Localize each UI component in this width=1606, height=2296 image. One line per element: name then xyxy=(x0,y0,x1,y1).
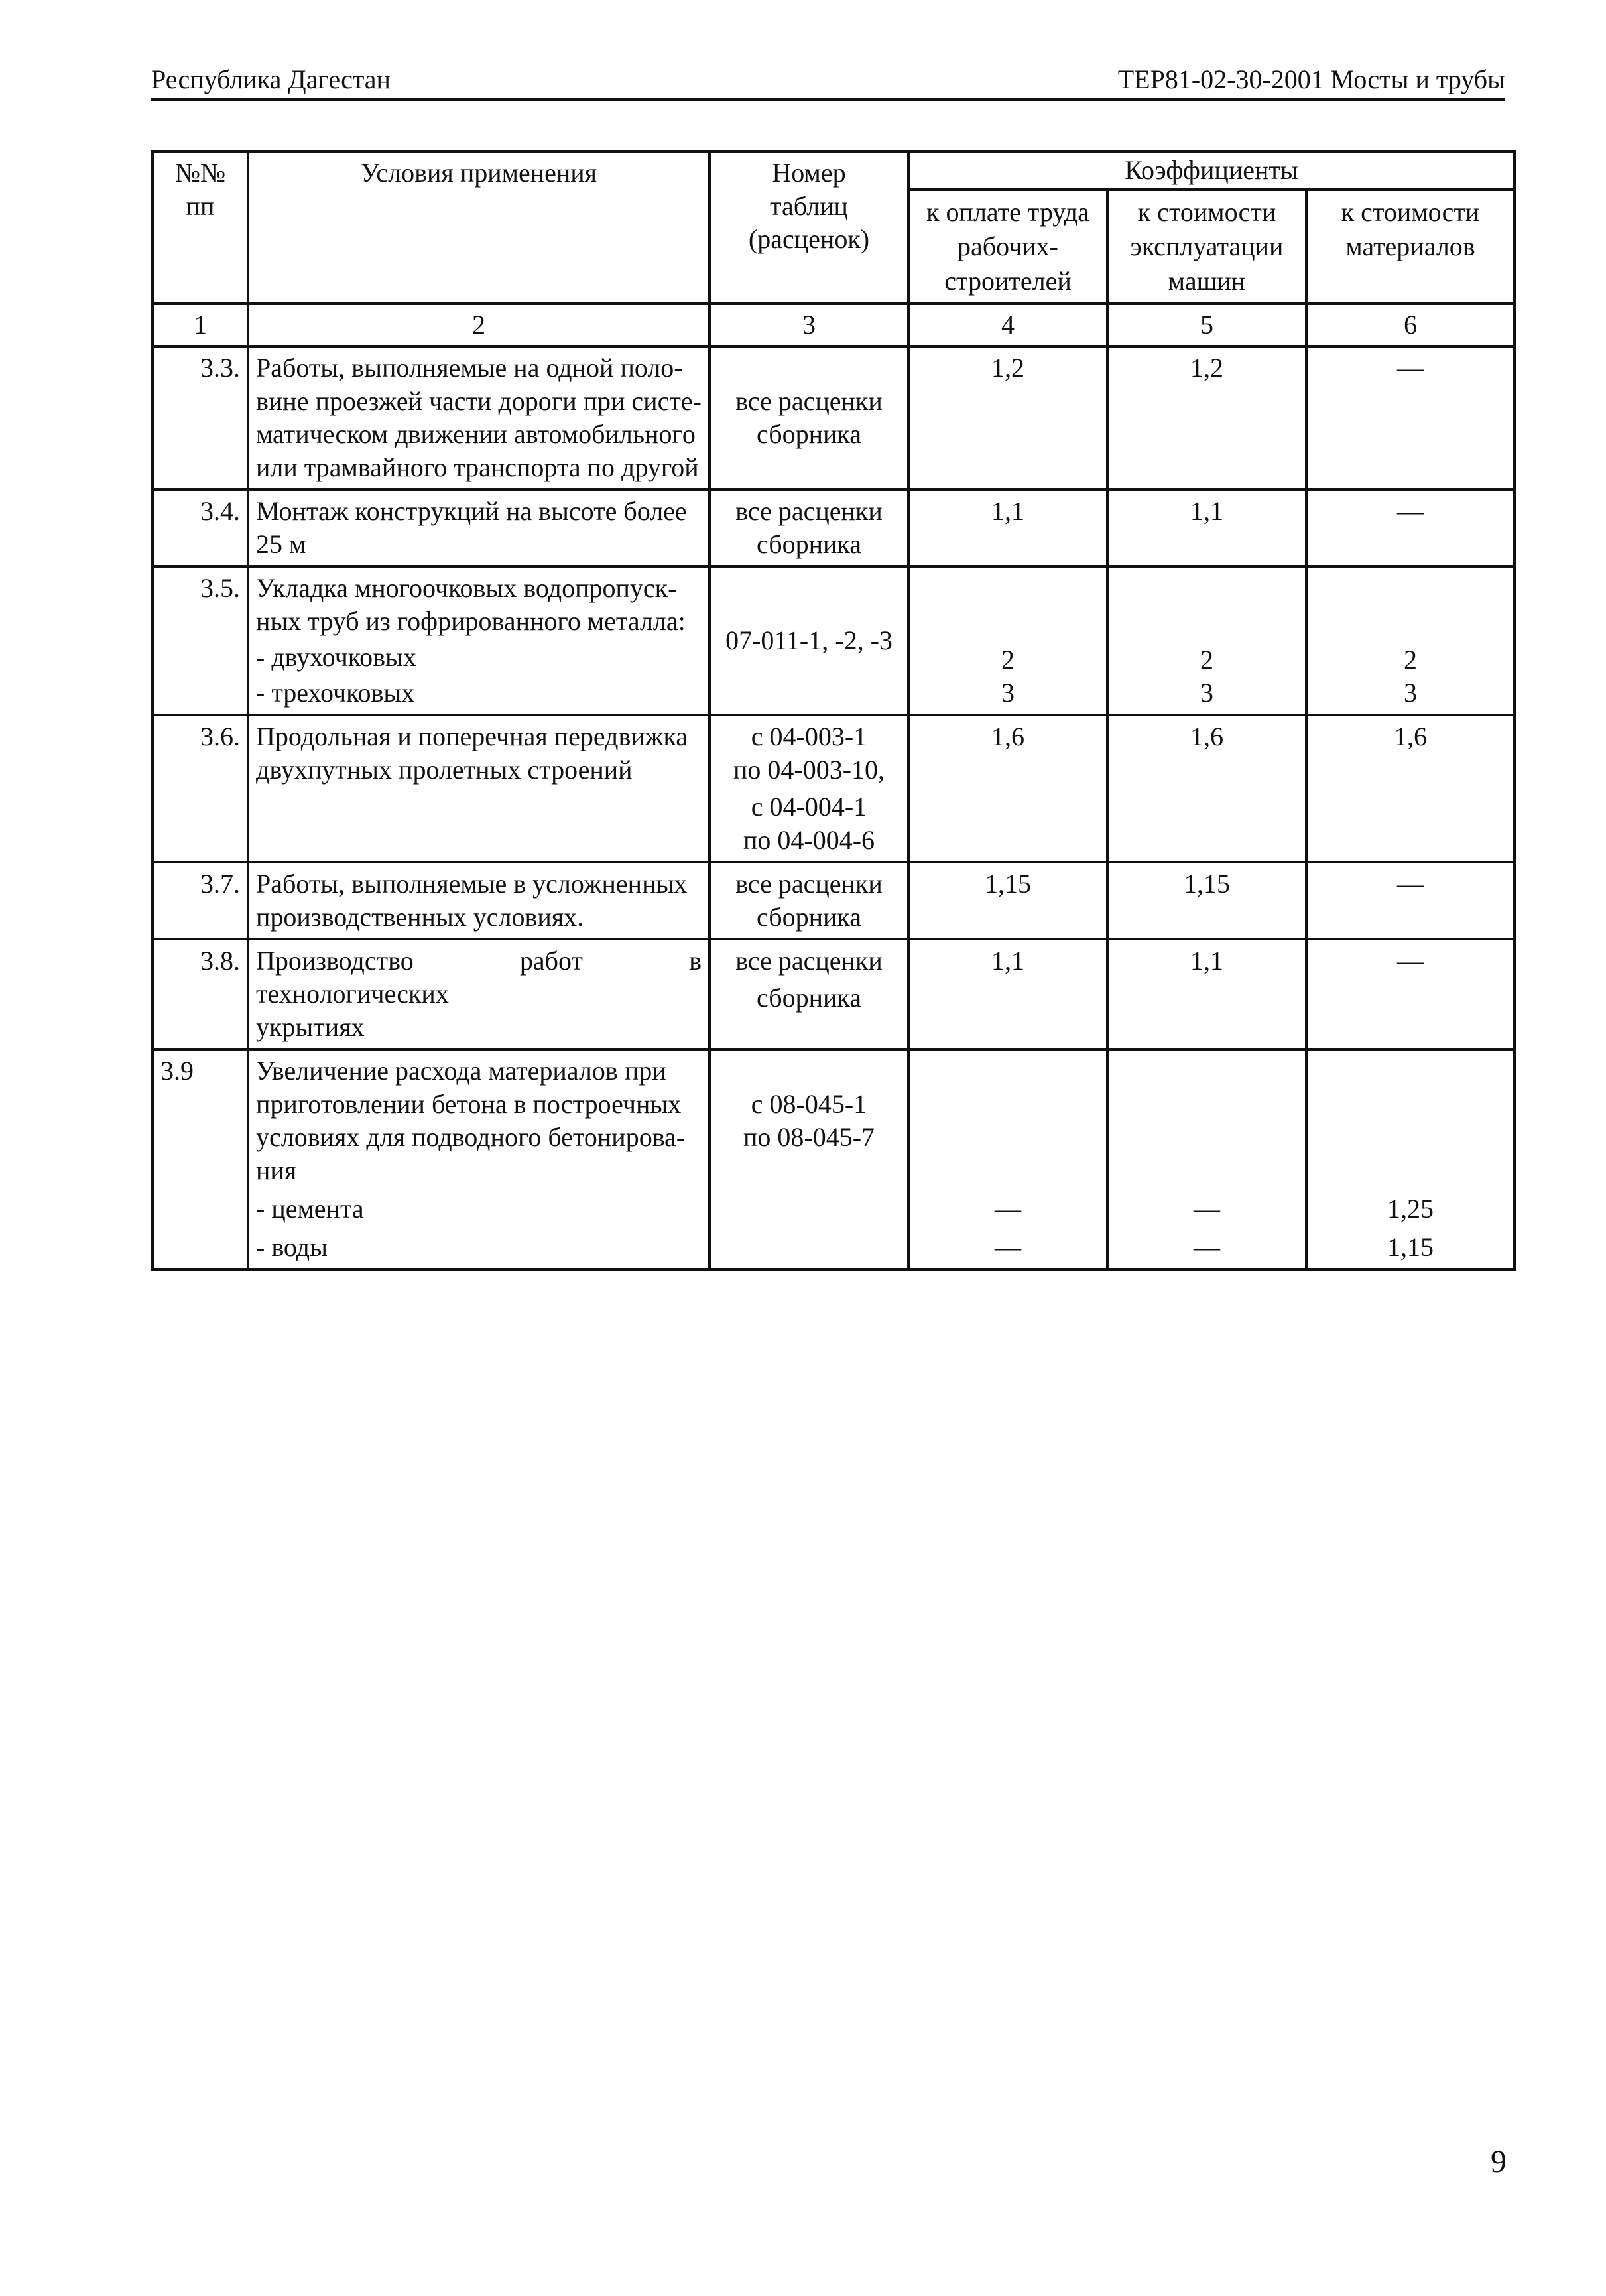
row-number: 3.3. xyxy=(153,346,248,489)
row-table-ref: все расценки сборника xyxy=(710,346,908,489)
row-k-materials: 2 3 xyxy=(1306,566,1514,715)
row-number: 3.5. xyxy=(153,566,248,715)
row-k-machines: 1,1 xyxy=(1107,939,1306,1049)
row-conditions: Укладка многоочковых водопропуск- ных труб из гофрированного металла: - двухочковых - трехочковых xyxy=(248,566,710,715)
row-number: 3.9 xyxy=(153,1049,248,1269)
row-k-machines: 1,1 xyxy=(1107,489,1306,566)
row-number: 3.6. xyxy=(153,715,248,862)
row-k-labor: 2 3 xyxy=(908,566,1107,715)
column-number-row xyxy=(153,304,1514,346)
col-number: 4 xyxy=(908,304,1107,346)
table-row xyxy=(153,1049,1514,1269)
table-row xyxy=(153,346,1514,489)
page-number: 9 xyxy=(1491,2144,1507,2179)
header-num: №№ пп xyxy=(153,151,248,304)
row-conditions: Монтаж конструкций на высоте более 25 м xyxy=(248,489,710,566)
row-k-materials: — xyxy=(1306,862,1514,939)
row-k-materials: — xyxy=(1306,939,1514,1049)
col-number: 2 xyxy=(248,304,710,346)
table-row xyxy=(153,715,1514,862)
header-k-materials: к стоимости материалов xyxy=(1306,190,1514,304)
row-k-labor: 1,1 xyxy=(908,939,1107,1049)
row-k-materials: 1,6 xyxy=(1306,715,1514,862)
row-subitem: - цемента xyxy=(256,1194,364,1224)
header-table-no: Номер таблиц (расценок) xyxy=(710,151,908,304)
coefficients-table xyxy=(151,150,1516,1271)
col-number: 1 xyxy=(153,304,248,346)
row-k-machines: 1,2 xyxy=(1107,346,1306,489)
row-table-ref: все расценки сборника xyxy=(710,862,908,939)
row-number: 3.4. xyxy=(153,489,248,566)
row-conditions: Работы, выполняемые в усложненных производственных условиях. xyxy=(248,862,710,939)
col-number: 6 xyxy=(1306,304,1514,346)
table-header-row xyxy=(153,151,1514,190)
row-table-ref: все расценки сборника xyxy=(710,489,908,566)
row-k-machines: 1,6 xyxy=(1107,715,1306,862)
table-row xyxy=(153,939,1514,1049)
header-document-code: ТЕР81-02-30-2001 Мосты и трубы xyxy=(1117,64,1505,94)
row-conditions: Производство работ в технологических укрытиях xyxy=(248,939,710,1049)
row-subitem: - двухочковых xyxy=(256,642,416,672)
row-k-materials: — xyxy=(1306,346,1514,489)
row-k-labor: 1,15 xyxy=(908,862,1107,939)
row-k-machines: 1,15 xyxy=(1107,862,1306,939)
row-table-ref: все расценки сборника xyxy=(710,939,908,1049)
header-coefficients: Коэффициенты xyxy=(908,151,1514,190)
header-conditions: Условия применения xyxy=(248,151,710,304)
row-k-machines: — — xyxy=(1107,1049,1306,1269)
row-k-labor: — — xyxy=(908,1049,1107,1269)
row-k-machines: 2 3 xyxy=(1107,566,1306,715)
row-subitem: - воды xyxy=(256,1232,328,1262)
row-conditions: Продольная и поперечная передвижка двухпутных пролетных строений xyxy=(248,715,710,862)
header-region: Республика Дагестан xyxy=(151,64,391,94)
row-number: 3.7. xyxy=(153,862,248,939)
row-number: 3.8. xyxy=(153,939,248,1049)
table-row xyxy=(153,566,1514,715)
row-table-ref: 07-011-1, -2, -3 xyxy=(710,566,908,715)
row-k-labor: 1,1 xyxy=(908,489,1107,566)
row-table-ref: с 04-003-1 по 04-003-10, с 04-004-1 по 04-004-6 xyxy=(710,715,908,862)
row-k-labor: 1,2 xyxy=(908,346,1107,489)
col-number: 3 xyxy=(710,304,908,346)
row-table-ref: с 08-045-1 по 08-045-7 xyxy=(710,1049,908,1269)
row-subitem: - трехочковых xyxy=(256,678,415,708)
col-number: 5 xyxy=(1107,304,1306,346)
header-k-machines: к стоимости эксплуатации машин xyxy=(1107,190,1306,304)
running-header xyxy=(151,64,1505,101)
table-row xyxy=(153,489,1514,566)
row-k-labor: 1,6 xyxy=(908,715,1107,862)
row-k-materials: — xyxy=(1306,489,1514,566)
header-k-labor: к оплате труда рабочих- строителей xyxy=(908,190,1107,304)
row-conditions: Работы, выполняемые на одной поло- вине проезжей части дороги при систе- матическом движении автомобильного или трамвайного транспорта по другой xyxy=(248,346,710,489)
row-k-materials: 1,25 1,15 xyxy=(1306,1049,1514,1269)
table-row xyxy=(153,862,1514,939)
row-conditions: Увеличение расхода материалов при приготовлении бетона в построечных условиях для подводного бетонирова- ния - цемента - воды xyxy=(248,1049,710,1269)
